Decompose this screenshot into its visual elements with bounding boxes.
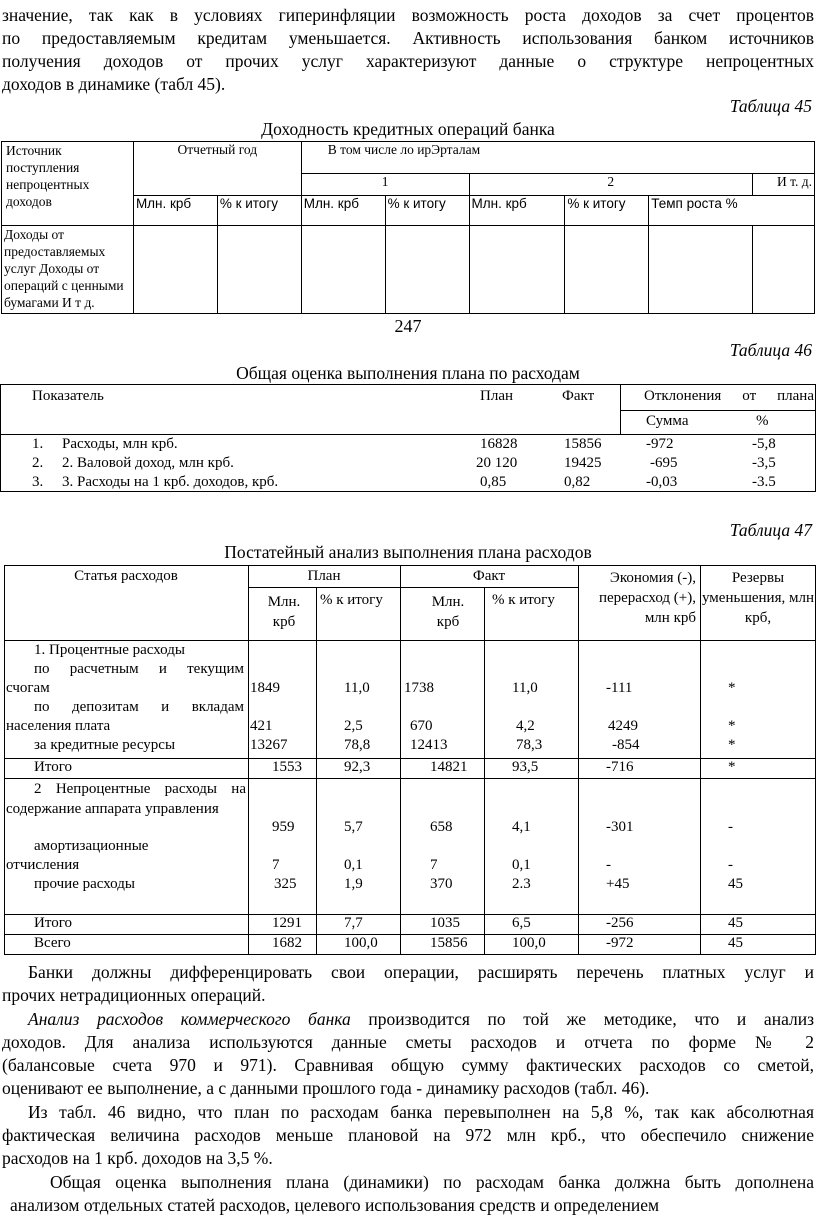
table46-header-indicator: Показатель (32, 388, 104, 404)
row-plan: 421 (250, 718, 273, 734)
row-fact-pct: 4,1 (512, 819, 531, 835)
text-line: по предоставляемым кредитам уменьшается. Активность использования банком источников (2, 28, 814, 48)
row-fact: 19425 (564, 455, 602, 471)
row-reserves: * (728, 718, 736, 734)
text-line: Банки должны дифференцировать свои операции, расширять перечень платных услуг и (28, 962, 814, 982)
row-fact: 370 (430, 876, 453, 892)
table46-header-sum: Сумма (646, 413, 689, 429)
table47-label: Таблица 47 (729, 520, 812, 540)
text-line: Общая оценка выполнения плана (динамики) по расходам банка должна быть дополнена (50, 1172, 814, 1192)
row-fact: 12413 (410, 737, 448, 753)
row-economy: -716 (606, 759, 634, 775)
row-plan: 959 (272, 819, 295, 835)
table45-subheader: Темп роста % (649, 196, 815, 226)
rule (4, 758, 816, 759)
table47-header-fact-pct: % к итогу (492, 592, 555, 608)
rule (578, 565, 579, 954)
rule (0, 384, 1, 491)
row-plan: 325 (274, 876, 297, 892)
table47-header-plan-pct: % к итогу (320, 592, 383, 608)
table45-cell (133, 226, 217, 314)
rule (400, 565, 401, 954)
text-line: значение, так как в условиях гиперинфляции возможность роста доходов за счет процентов (2, 5, 814, 25)
table47-title: Постатейный анализ выполнения плана расходов (224, 542, 592, 562)
row-plan: 20 120 (476, 455, 518, 471)
row-plan: 13267 (250, 737, 288, 753)
row-fact: 1738 (404, 680, 434, 696)
row-reserves: - (728, 819, 733, 835)
row-plan-pct: 0,1 (344, 857, 363, 873)
table45-cell (385, 226, 469, 314)
rule (316, 587, 317, 954)
row-fact-pct: 93,5 (512, 759, 539, 775)
row-percent: -3.5 (752, 474, 776, 490)
row-fact: 7 (430, 857, 438, 873)
rule (248, 565, 249, 954)
row-plan-pct: 2,5 (344, 718, 363, 734)
row-sum: -695 (650, 455, 678, 471)
table45-cell (753, 226, 815, 314)
row-name: счогам (6, 680, 50, 696)
row-fact-pct: 6,5 (512, 915, 531, 931)
table47-header-fact: Факт (472, 568, 506, 584)
table47-header-fact-mln: Млн. крб (431, 594, 465, 630)
row-economy: -854 (612, 737, 640, 753)
row-name: по расчетным и текущим (34, 661, 244, 677)
row-economy: - (606, 857, 611, 873)
table45-col-etc: И т. д. (753, 174, 815, 196)
table46-header-deviation: Отклонения от плана (644, 388, 814, 404)
row-fact: 15856 (564, 436, 602, 452)
rule (620, 410, 816, 411)
row-fact: 1035 (430, 915, 460, 931)
rule (4, 914, 816, 915)
text-line: прочих нетрадиционных операций. (2, 985, 266, 1005)
row-name: 2. Валовой доход, млн крб. (62, 455, 234, 471)
row-name: населения плата (6, 718, 111, 734)
text-line (28, 1008, 814, 1031)
table47-header-plan-mln: Млн. крб (267, 594, 301, 630)
row-plan-pct: 1,9 (344, 876, 363, 892)
rule (4, 934, 816, 935)
row-name: Итого (34, 759, 72, 775)
rule (484, 587, 485, 954)
text-line: доходов в динамике (табл 45). (2, 74, 226, 94)
row-sum: -0,03 (646, 474, 678, 490)
rule (4, 954, 816, 955)
table45-label: Таблица 45 (729, 96, 812, 116)
table47-header-article: Статья расходов (74, 568, 178, 584)
row-economy: +45 (606, 876, 630, 892)
table45-row-label: Доходы от предоставляемых услуг Доходы от операций с ценными бумагами И т д. (2, 226, 134, 314)
table45-title: Доходность кредитных операций банка (261, 119, 555, 139)
row-name: Итого (34, 915, 72, 931)
row-economy: -301 (606, 819, 634, 835)
text-line: оценивают ее выполнение, а с данными прошлого года - динамику расходов (табл. 46). (2, 1078, 650, 1098)
row-fact-pct: 0,1 (512, 857, 531, 873)
row-plan: 1291 (272, 915, 302, 931)
table45-subheader: Млн. крб (301, 196, 385, 226)
row-percent: -5,8 (752, 436, 776, 452)
table45-report-year: Отчетный год (133, 142, 301, 196)
row-percent: -3,5 (752, 455, 776, 471)
row-plan: 16828 (480, 436, 518, 452)
row-name: по депозитам и вкладам (34, 699, 244, 715)
rule (0, 491, 816, 492)
table45-subheader: % к итогу (385, 196, 469, 226)
rule (248, 587, 578, 588)
row-plan-pct: 5,7 (344, 819, 363, 835)
row-plan-pct: 100,0 (344, 935, 378, 951)
table45-cell (217, 226, 301, 314)
table45-subheader: % к итогу (565, 196, 649, 226)
row-plan: 1682 (272, 935, 302, 951)
row-fact-pct: 100,0 (512, 935, 546, 951)
rule (4, 778, 816, 779)
row-plan: 7 (272, 857, 280, 873)
row-name: Всего (34, 935, 71, 951)
row-name: Расходы, млн крб. (62, 436, 178, 452)
text-line: анализом отдельных статей расходов, целевого использования средств и определением (10, 1195, 660, 1215)
table46-header-percent: % (756, 413, 769, 429)
rule (4, 640, 816, 641)
row-fact-pct: 2.3 (512, 876, 531, 892)
row-plan-pct: 7,7 (344, 915, 363, 931)
table46-title: Общая оценка выполнения плана по расходам (236, 363, 580, 383)
table45-including: В том числе ло ирЭрталам (301, 142, 814, 174)
rule (700, 565, 701, 954)
row-fact-pct: 4,2 (516, 718, 535, 734)
row-name: амортизационные (34, 838, 149, 854)
row-number: 3. (32, 474, 44, 490)
page-number: 247 (394, 316, 422, 336)
row-plan-pct: 11,0 (344, 680, 370, 696)
row-economy: -111 (606, 680, 633, 696)
row-fact: 670 (410, 718, 433, 734)
row-number: 2. (32, 455, 44, 471)
row-reserves: 45 (728, 915, 743, 931)
row-reserves: 45 (728, 935, 743, 951)
row-economy: -256 (606, 915, 634, 931)
table45-cell (565, 226, 649, 314)
rule (4, 565, 5, 954)
row-reserves: 45 (728, 876, 743, 892)
table45-col1: 1 (301, 174, 469, 196)
table47-section1: 1. Процентные расходы (34, 642, 185, 658)
rule (0, 384, 816, 385)
row-name: за кредитные ресурсы (34, 737, 176, 753)
row-plan: 1849 (250, 680, 280, 696)
row-plan-pct: 78,8 (344, 737, 371, 753)
row-number: 1. (32, 436, 44, 452)
table45 (1, 141, 815, 314)
row-fact: 15856 (430, 935, 468, 951)
row-plan: 0,85 (480, 474, 507, 490)
row-economy: 4249 (608, 718, 638, 734)
table45-cell (301, 226, 385, 314)
text-line: расходов на 1 крб. доходов на 3,5 %. (2, 1148, 273, 1168)
table47-header-reserves: Резервы уменьшения, млн крб, (702, 570, 814, 626)
table46-label: Таблица 46 (729, 340, 812, 360)
table46-header-fact: Факт (562, 388, 595, 404)
text-line: получения доходов от прочих услуг характеризуют данные о структуре непроцентных (2, 51, 814, 71)
table45-source-header: Источник поступления непроцентных доходов (2, 142, 134, 226)
table46-header-plan: План (480, 388, 514, 404)
text-span: производится по той же методике, что и анализ (350, 1009, 814, 1029)
row-name: 3. Расходы на 1 крб. доходов, крб. (62, 474, 279, 490)
table45-subheader: Млн. крб (133, 196, 217, 226)
row-reserves: * (728, 680, 736, 696)
table45-subheader: Млн. крб (469, 196, 565, 226)
row-plan-pct: 92,3 (344, 759, 371, 775)
row-fact-pct: 11,0 (512, 680, 538, 696)
row-fact: 658 (430, 819, 453, 835)
rule (4, 565, 816, 566)
table47-header-economy: Экономия (-), перерасход (+), млн крб (598, 570, 696, 626)
section2-label: 2 Непроцентные расходы на содержание аппарата управления (6, 781, 246, 817)
row-name: отчисления (6, 857, 80, 873)
italic-term: Анализ расходов коммерческого банка (28, 1009, 351, 1029)
text-line: (балансовые счета 970 и 971). Сравнивая общую сумму фактических расходов со сметой, (2, 1055, 814, 1075)
row-sum: -972 (646, 436, 674, 452)
rule (0, 434, 816, 435)
row-reserves: - (728, 857, 733, 873)
row-fact: 0,82 (564, 474, 591, 490)
row-reserves: * (728, 759, 736, 775)
row-fact: 14821 (430, 759, 468, 775)
table45-col2: 2 (469, 174, 753, 196)
row-name: прочие расходы (34, 876, 135, 892)
row-fact-pct: 78,3 (516, 737, 543, 753)
rule (620, 384, 621, 434)
row-plan: 1553 (272, 759, 302, 775)
table45-cell (649, 226, 753, 314)
table45-subheader: % к итогу (217, 196, 301, 226)
table45-cell (469, 226, 565, 314)
row-economy: -972 (606, 935, 634, 951)
row-reserves: * (728, 737, 736, 753)
text-line: фактическая величина расходов меньше плановой на 972 млн крб., что обеспечило снижение (2, 1125, 814, 1145)
text-line: доходов. Для анализа используются данные сметы расходов и отчета по форме № 2 (2, 1032, 814, 1052)
text-line: Из табл. 46 видно, что план по расходам банка перевыполнен на 5,8 %, так как абсолютная (28, 1102, 814, 1122)
table47-header-plan: План (307, 568, 341, 584)
